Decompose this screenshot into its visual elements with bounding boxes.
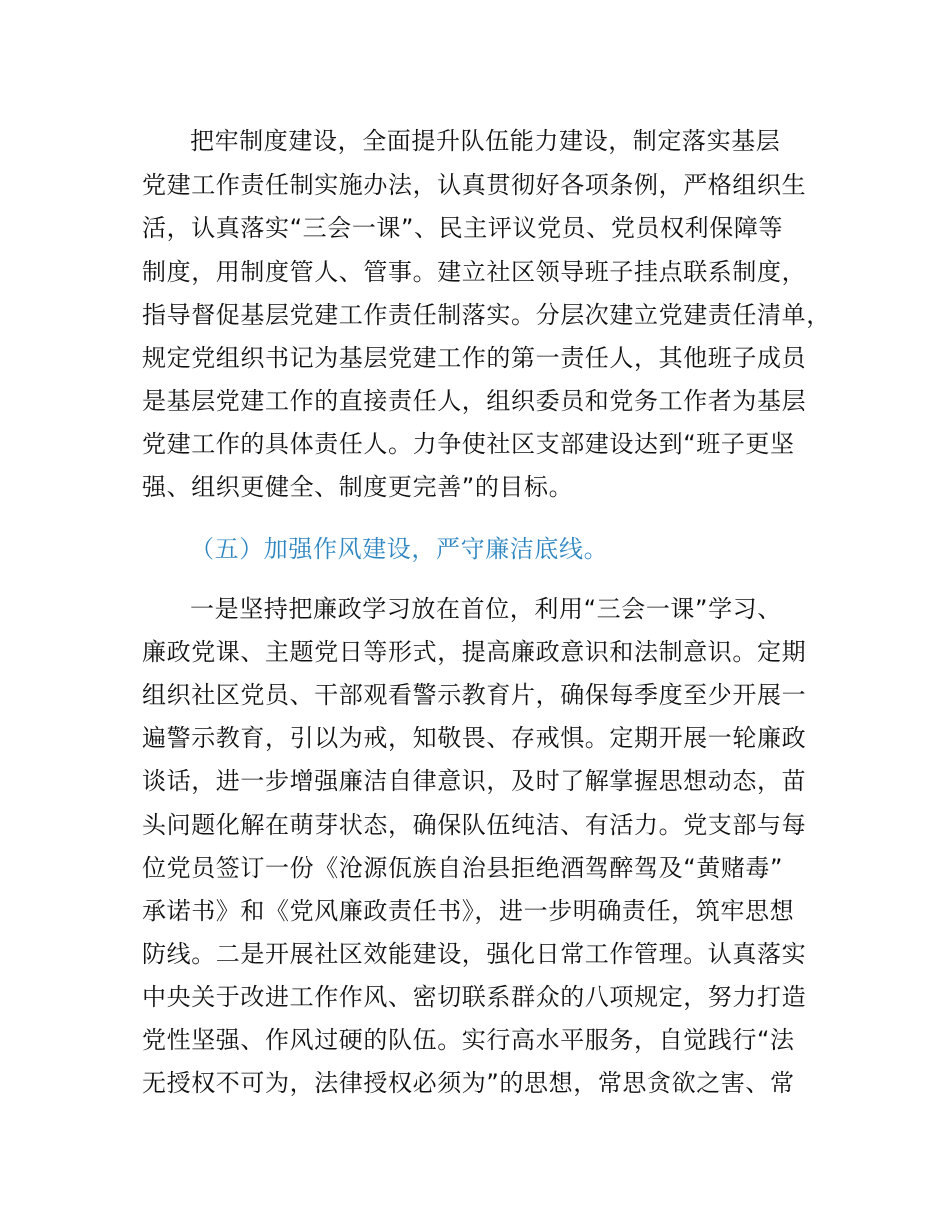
paragraph-line: 遍警示教育，引以为戒，知敬畏、存戒惧。定期开展一轮廉政 xyxy=(142,724,807,752)
paragraph-line: 制度，用制度管人、管事。建立社区领导班子挂点联系制度， xyxy=(142,258,807,286)
paragraph-line: 党建工作责任制实施办法，认真贯彻好各项条例，严格组织生 xyxy=(142,171,807,199)
paragraph-line: 廉政党课、主题党日等形式，提高廉政意识和法制意识。定期 xyxy=(142,638,807,666)
paragraph-line: 无授权不可为，法律授权必须为”的思想，常思贪欲之害、常 xyxy=(142,1069,795,1097)
paragraph-line: 党性坚强、作风过硬的队伍。实行高水平服务，自觉践行“法 xyxy=(142,1026,795,1054)
paragraph-line: 一是坚持把廉政学习放在首位，利用“三会一课”学习、 xyxy=(190,595,782,623)
paragraph-line: 强、组织更健全、制度更完善”的目标。 xyxy=(142,473,574,501)
paragraph-line: 承诺书》和《党风廉政责任书》，进一步明确责任，筑牢思想 xyxy=(142,897,795,925)
paragraph-line: 组织社区党员、干部观看警示教育片，确保每季度至少开展一 xyxy=(142,681,807,709)
paragraph-line: 规定党组织书记为基层党建工作的第一责任人，其他班子成员 xyxy=(142,344,807,372)
paragraph-line: 活，认真落实“三会一课”、民主评议党员、党员权利保障等 xyxy=(142,214,784,242)
paragraph-line: 是基层党建工作的直接责任人，组织委员和党务工作者为基层 xyxy=(142,387,807,415)
paragraph-line: 位党员签订一份《沧源佤族自治县拒绝酒驾醉驾及“黄赌毒” xyxy=(142,854,784,882)
paragraph-line: 中央关于改进工作作风、密切联系群众的八项规定，努力打造 xyxy=(142,983,807,1011)
paragraph-line: 指导督促基层党建工作责任制落实。分层次建立党建责任清单， xyxy=(142,301,831,329)
paragraph-line: 党建工作的具体责任人。力争使社区支部建设达到“班子更坚 xyxy=(142,430,795,458)
paragraph-line: 把牢制度建设，全面提升队伍能力建设，制定落实基层 xyxy=(190,127,781,155)
paragraph-line: 防线。二是开展社区效能建设，强化日常工作管理。认真落实 xyxy=(142,940,807,968)
paragraph-line: 头问题化解在萌芽状态，确保队伍纯洁、有活力。党支部与每 xyxy=(142,811,807,839)
paragraph-line: 谈话，进一步增强廉洁自律意识，及时了解掌握思想动态，苗 xyxy=(142,767,807,795)
section-heading: （五）加强作风建设，严守廉洁底线。 xyxy=(190,535,609,563)
